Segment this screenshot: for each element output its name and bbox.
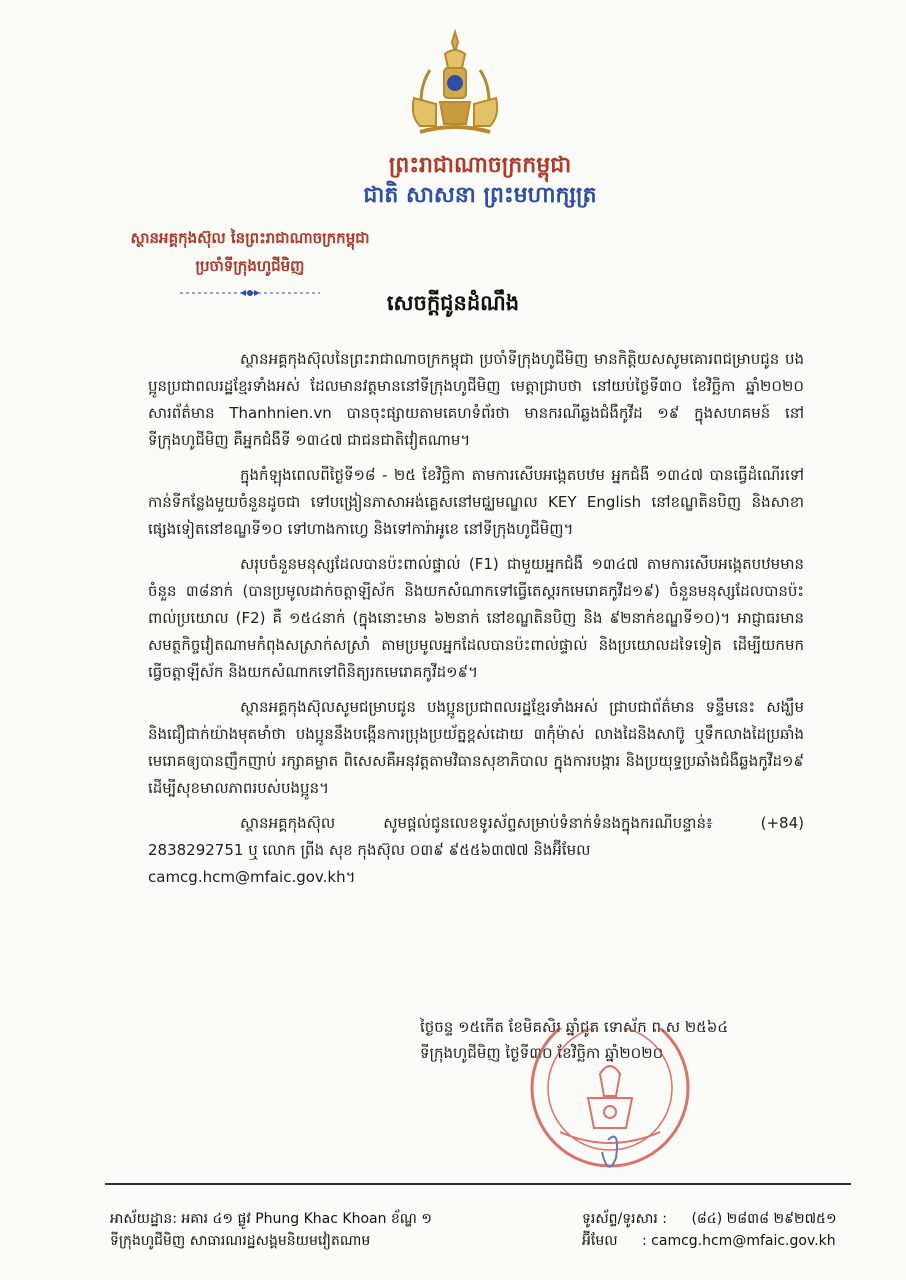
paragraph-5 <box>148 810 804 891</box>
notice-body <box>148 346 804 899</box>
solar-date: ទីក្រុងហូជីមិញ ថ្ងៃទី៣០ ខែវិច្ឆិកា ឆ្នាំ២០២០ <box>420 1044 664 1062</box>
paragraph-3: សរុបចំនួនមនុស្សដែលបានប៉ះពាល់ផ្ទាល់ (F1) ជាមួយអ្នកជំងឺ ១៣៤៧ តាមការសើបអង្កេតបឋមមានចំនួន ៣៨នាក់ (បានប្រមូលដាក់ចត្តាឡីស័ក និងយកសំណាកទៅធ្វើតេស្តរកមេរោគកូវីដ១៩) ចំនួនមនុស្សដែលបានប៉ះពាល់ប្រយោល (F2) គឺ ១៥៤នាក់ (ក្នុងនោះមាន ៦២នាក់ នៅខណ្ឌតិនបិញ និង ៩២នាក់ខណ្ឌទី១០)។ អាជ្ញាធរមានសមត្ថកិច្ចវៀតណាមកំពុងសស្រាក់សស្រាំ តាមប្រមូលអ្នកដែលបានប៉ះពាល់ផ្ទាល់ និងប្រយោលដទៃទៀត ដើម្បីយកមកធ្វើចត្តាឡីស័ក និងយកសំណាកទៅពិនិត្យរកមេរោគកូវីដ១៩។ <box>148 555 804 681</box>
footer-address <box>110 1208 530 1252</box>
phone-label: ទូរស័ព្ទ/ទូរសារ : <box>582 1211 667 1227</box>
royal-emblem-icon <box>400 28 510 140</box>
paragraph-2: ក្នុងកំឡុងពេលពីថ្ងៃទី១៨ - ២៥ ខែវិច្ឆិកា តាមការសើបអង្កេតបឋម អ្នកជំងឺ ១៣៤៧ បានធ្វើដំណើរទៅកាន់ទីកន្លែងមួយចំនួនដូចជា ទៅបង្រៀនភាសាអង់គ្លេសនៅមជ្ឈមណ្ឌល KEY English នៅខណ្ឌតិនបិញ និងសាខាផ្សេងទៀតនៅខណ្ឌទី១០ ទៅហាងកាហ្វេ និងទៅការ៉ាអូខេ នៅទីក្រុងហូជីមិញ។ <box>148 466 804 538</box>
footer-divider <box>105 1183 851 1185</box>
address-line-2: ទីក្រុងហូជីមិញ សាធារណរដ្ឋសង្គមនិយមវៀតណាម <box>110 1233 371 1249</box>
address-line-1: អាស័យដ្ឋាន: អគារ ៤១ ផ្លូវ Phung Khac Khoan ខ័ណ្ឌ ១ <box>110 1211 432 1227</box>
consulate-location: ប្រចាំទីក្រុងហូជីមិញ <box>195 257 305 275</box>
contact-text: ស្ថានអគ្គកុងស៊ុល សូមផ្តល់ជូនលេខទូរស័ព្ទសម្រាប់ទំនាក់ទំនងក្នុងករណីបន្ទាន់៖ (+84) 2838292751 ឬ លោក ព្រីង សុខ កុងស៊ុល ០៣៩ ៩៥៥៦៣៧៧ និងអ៊ីមែល <box>148 814 804 859</box>
consulate-name: ស្ថានអគ្គកុងស៊ុល នៃព្រះរាជាណាចក្រកម្ពុជា <box>130 229 370 247</box>
national-motto: ជាតិ សាសនា ព្រះមហាក្សត្រ <box>363 182 597 208</box>
contact-email: camcg.hcm@mfaic.gov.kh។ <box>148 868 356 886</box>
email-label: អ៊ីមែល <box>582 1233 618 1249</box>
email-value: : camcg.hcm@mfaic.gov.kh <box>642 1233 836 1249</box>
kingdom-heading: ព្រះរាជាណាចក្រកម្ពុជា <box>388 152 572 178</box>
official-seal-icon <box>490 1028 730 1178</box>
paragraph-4: ស្ថានអគ្គកុងស៊ុលសូមជម្រាបជូន បងប្អូនប្រជាពលរដ្ឋខ្មែរទាំងអស់ ជ្រាបជាព័ត៌មាន ទន្ទឹមនេះ សង្ឃឹម និងជឿជាក់យ៉ាងមុតមាំថា បងប្អូននឹងបង្កើនការប្រុងប្រយ័ត្នខ្ពស់ដោយ ៣កុំម៉ាស់ លាងដៃនិងសាប៊ូ ឬទឹកលាងដៃប្រឆាំងមេរោគឲ្យបានញឹកញាប់ រក្សាគម្លាត ពិសេសគឺអនុវត្តតាមវិធានសុខាភិបាល ក្នុងការបង្ការ និងប្រយុទ្ធប្រឆាំងជំងឺឆ្លងកូវីដ១៩ ដើម្បីសុខមាលភាពរបស់បងប្អូន។ <box>148 698 804 797</box>
lunar-date: ថ្ងៃចន្ទ ១៥កើត ខែមិគសិរ ឆ្នាំជូត ទោស័ក ព.ស ២៥៦៤ <box>420 1018 729 1036</box>
paragraph-1: ស្ថានអគ្គកុងស៊ុលនៃព្រះរាជាណាចក្រកម្ពុជា ប្រចាំទីក្រុងហូជីមិញ មានកិត្តិយសសូមគោរពជម្រាបជូន បងប្អូនប្រជាពលរដ្ឋខ្មែរទាំងអស់ ដែលមានវត្តមាននៅទីក្រុងហូជីមិញ មេត្តាជ្រាបថា នៅយប់ថ្ងៃទី៣០ ខែវិច្ឆិកា ឆ្នាំ២០២០ សារព័ត៌មាន Thanhnien.vn បានចុះផ្សាយតាមគេហទំព័រថា មានករណីឆ្លងជំងឺកូវីដ ១៩ ក្នុងសហគមន៍ នៅទីក្រុងហូជីមិញ គឺអ្នកជំងឺទី ១៣៤៧ ជាជនជាតិវៀតណាម។ <box>148 350 804 449</box>
phone-value: (៨៤) ២៨៣៨ ២៩២៧៥១ <box>691 1211 837 1227</box>
footer-contact <box>582 1208 882 1252</box>
notice-title: សេចក្តីជូនដំណឹង <box>386 290 520 315</box>
